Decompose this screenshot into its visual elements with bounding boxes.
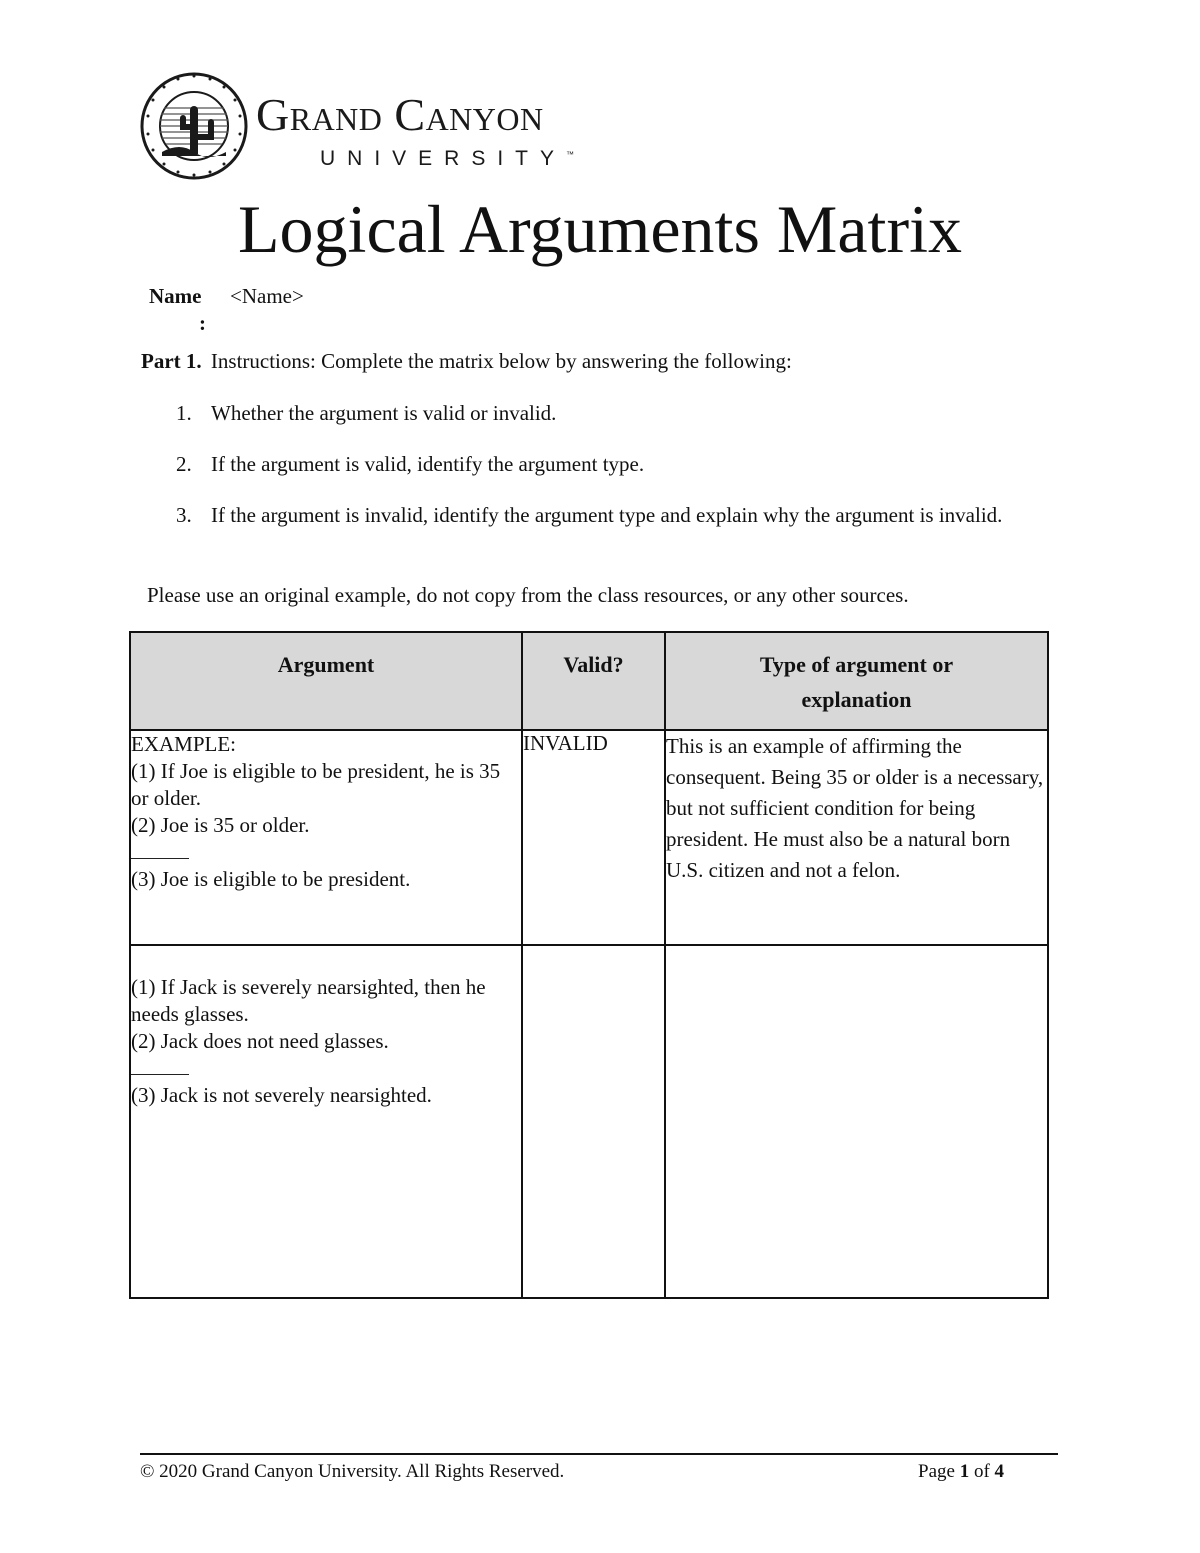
premise-2: (2) Joe is 35 or older. <box>131 813 310 837</box>
page-title: Logical Arguments Matrix <box>238 191 962 267</box>
premise-2: (2) Jack does not need glasses. <box>131 1029 389 1053</box>
header-argument: Argument <box>130 632 522 730</box>
originality-note: Please use an original example, do not copy from the class resources, or any other sources. <box>147 583 909 607</box>
table-header-row <box>130 632 1048 730</box>
trademark-symbol: ™ <box>566 150 575 159</box>
explanation-cell: This is an example of affirming the consequent. Being 35 or older is a necessary, but not sufficient condition for being president. He must also be a natural born U.S. citizen and not a felon. <box>665 730 1048 945</box>
conclusion-rule <box>131 840 189 859</box>
conclusion-rule <box>131 1056 189 1075</box>
name-colon: : <box>199 311 206 335</box>
example-label: EXAMPLE: <box>131 732 236 756</box>
part1-label: Part 1. <box>141 349 202 373</box>
argument-cell <box>130 945 522 1298</box>
arguments-matrix <box>129 631 1049 1299</box>
valid-cell: INVALID <box>522 730 665 945</box>
name-label: Name <box>149 284 202 308</box>
conclusion: (3) Jack is not severely nearsighted. <box>131 1083 432 1107</box>
logo-wordmark-bottom: UNIVERSITY™ <box>320 147 575 170</box>
part1-text: Instructions: Complete the matrix below by answering the following: <box>210 349 792 373</box>
conclusion: (3) Joe is eligible to be president. <box>131 867 411 891</box>
premise-1: (1) If Joe is eligible to be president, he is 35 or older. <box>131 759 501 810</box>
university-seal-icon <box>140 72 248 180</box>
argument-cell <box>130 730 522 945</box>
name-field[interactable]: <Name> <box>230 284 304 308</box>
premise-1: (1) If Jack is severely nearsighted, then he needs glasses. <box>131 975 486 1026</box>
table-row-jack <box>130 945 1048 1298</box>
footer-page-number: Page 1 of 4 <box>918 1461 1005 1482</box>
table-row-example <box>130 730 1048 945</box>
university-logo <box>140 72 620 184</box>
header-valid: Valid? <box>522 632 665 730</box>
footer-copyright: © 2020 Grand Canyon University. All Rights Reserved. <box>140 1461 565 1482</box>
explanation-answer-cell[interactable] <box>665 945 1048 1298</box>
valid-answer-cell[interactable] <box>522 945 665 1298</box>
footer-divider <box>140 1453 1058 1455</box>
part1-instructions <box>141 349 792 374</box>
logo-wordmark-top: Grand Canyon <box>256 89 544 140</box>
header-type: Type of argument or explanation <box>665 632 1048 730</box>
